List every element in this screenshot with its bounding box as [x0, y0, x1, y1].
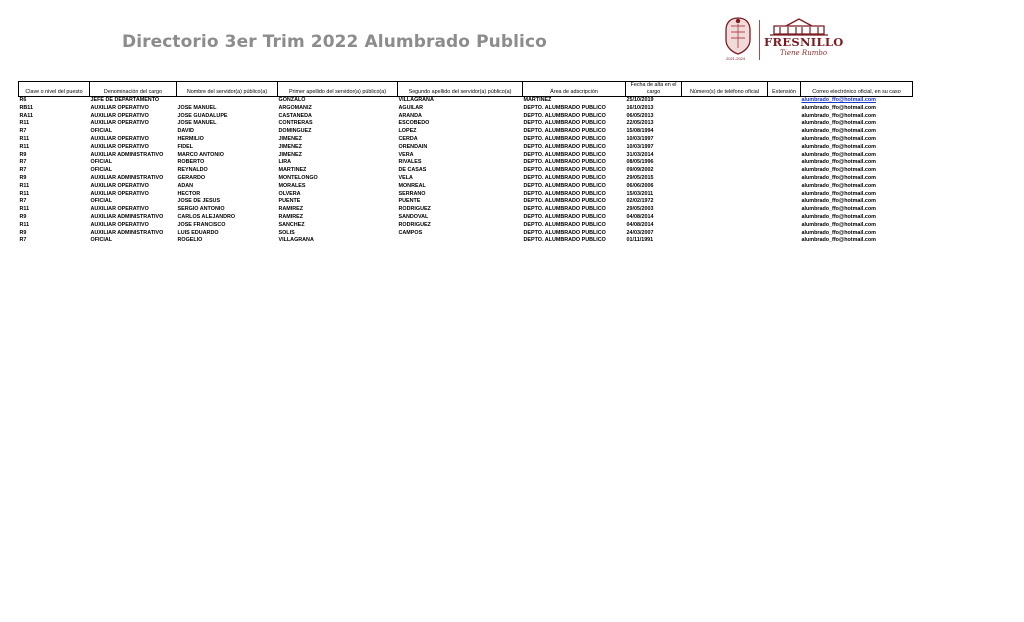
cell-area: DEPTO. ALUMBRADO PUBLICO: [523, 229, 606, 236]
cell-nombre: ROBERTO: [177, 159, 205, 166]
cell-extension: [768, 237, 801, 245]
col-header-segundo-apellido: Segundo apellido del servidor(a) público(a): [398, 82, 523, 97]
cell-extension: [768, 97, 801, 105]
cell-extension: [768, 144, 801, 152]
cell-fecha-alta: 29/05/2003: [626, 206, 654, 213]
table-body: [19, 97, 913, 246]
cell-clave: R7: [19, 167, 27, 174]
cell-clave: R11: [19, 206, 30, 213]
cell-telefono: [682, 222, 768, 230]
cell-segundo-apellido: VILLAGRANA: [398, 97, 434, 103]
cell-nombre: REYNALDO: [177, 167, 208, 174]
cell-nombre: HÉCTOR: [177, 190, 201, 197]
cell-clave: R7: [19, 198, 27, 205]
cell-telefono: [682, 144, 768, 152]
cell-primer-apellido: GONZALO: [278, 97, 306, 103]
table-row: [19, 144, 913, 152]
cell-nombre: CARLOS ALEJANDRO: [177, 213, 236, 220]
cell-nombre: [177, 97, 278, 105]
table-row: [19, 214, 913, 222]
cell-segundo-apellido: CAMPOS: [398, 229, 423, 236]
cell-area: DEPTO. ALUMBRADO PUBLICO: [523, 182, 606, 189]
cell-area: DEPTO. ALUMBRADO PUBLICO: [523, 135, 606, 142]
cell-cargo: AUXILIAR ADMINISTRATIVO: [90, 213, 164, 220]
cell-telefono: [682, 183, 768, 191]
cell-nombre: JOSÉ GUADALUPE: [177, 112, 228, 119]
cell-cargo: AUXILIAR OPERATIVO: [90, 104, 149, 111]
cell-area: DEPTO. ALUMBRADO PUBLICO: [523, 159, 606, 166]
cell-extension: [768, 128, 801, 136]
cell-area: DEPTO. ALUMBRADO PUBLICO: [523, 143, 606, 150]
cell-extension: [768, 183, 801, 191]
cell-telefono: [682, 191, 768, 199]
cell-primer-apellido: OLVERA: [278, 190, 301, 197]
cell-clave: R9: [19, 213, 27, 220]
cell-clave: R11: [19, 221, 30, 228]
cell-cargo: OFICIAL: [90, 237, 113, 244]
cell-cargo: OFICIAL: [90, 198, 113, 205]
cell-telefono: [682, 237, 768, 245]
cell-segundo-apellido: RODRÍGUEZ: [398, 221, 431, 228]
cell-area: DEPTO. ALUMBRADO PUBLICO: [523, 213, 606, 220]
cell-primer-apellido: JIMÉNEZ: [278, 151, 302, 158]
cell-nombre: MARCO ANTONIO: [177, 151, 224, 158]
table-row: [19, 105, 913, 113]
cell-fecha-alta: 06/06/2006: [626, 182, 654, 189]
cell-primer-apellido: PUENTE: [278, 198, 301, 205]
cell-extension: [768, 191, 801, 199]
cell-fecha-alta: 08/05/1996: [626, 159, 654, 166]
table-row: [19, 97, 913, 105]
table-row: [19, 222, 913, 230]
cell-telefono: [682, 97, 768, 105]
table-header-row: [19, 82, 913, 97]
col-header-primer-apellido: Primer apellido del servidor(a) público(a): [278, 82, 398, 97]
cell-clave: R11: [19, 135, 30, 142]
col-header-telefono: Número(s) de teléfono oficial: [682, 82, 768, 97]
cell-correo[interactable]: alumbrado_ffo@hotmail.com: [801, 97, 876, 103]
cell-correo: alumbrado_ffo@hotmail.com: [801, 143, 876, 150]
cell-segundo-apellido: LÓPEZ: [398, 128, 417, 135]
cell-nombre: JOSÉ MANUEL: [177, 104, 217, 111]
cell-area: DEPTO. ALUMBRADO PUBLICO: [523, 151, 606, 158]
cell-fecha-alta: 10/03/1997: [626, 135, 654, 142]
cell-extension: [768, 136, 801, 144]
cell-segundo-apellido: ORENDAIN: [398, 143, 428, 150]
table-row: [19, 175, 913, 183]
cell-correo: alumbrado_ffo@hotmail.com: [801, 135, 876, 142]
page-title: Directorio 3er Trim 2022 Alumbrado Publico: [122, 32, 547, 52]
cell-clave: R9: [19, 174, 27, 181]
cell-nombre: FIDEL: [177, 143, 194, 150]
cell-primer-apellido: JIMÉNEZ: [278, 143, 302, 150]
building-icon: [768, 16, 830, 36]
cell-fecha-alta: 16/10/2013: [626, 104, 654, 111]
cell-segundo-apellido: MONREAL: [398, 182, 426, 189]
cell-area: DEPTO. ALUMBRADO PUBLICO: [523, 112, 606, 119]
cell-correo: alumbrado_ffo@hotmail.com: [801, 237, 876, 244]
fresnillo-logo: [722, 16, 842, 66]
cell-correo: alumbrado_ffo@hotmail.com: [801, 151, 876, 158]
cell-area: DEPTO. ALUMBRADO PUBLICO: [523, 221, 606, 228]
cell-telefono: [682, 136, 768, 144]
cell-fecha-alta: 29/05/2015: [626, 174, 654, 181]
cell-fecha-alta: 15/03/2011: [626, 190, 654, 197]
cell-primer-apellido: RAMÍREZ: [278, 213, 304, 220]
cell-primer-apellido: MONTELONGO: [278, 174, 318, 181]
cell-area: DEPTO. ALUMBRADO PUBLICO: [523, 167, 606, 174]
cell-cargo: OFICIAL: [90, 128, 113, 135]
cell-fecha-alta: 25/10/2019: [626, 97, 654, 103]
cell-segundo-apellido: VELA: [398, 174, 413, 181]
cell-extension: [768, 175, 801, 183]
cell-telefono: [682, 214, 768, 222]
cell-fecha-alta: 22/05/2013: [626, 120, 654, 127]
cell-clave: R11: [19, 190, 30, 197]
cell-telefono: [682, 159, 768, 167]
cell-nombre: JOSÉ DE JESÚS: [177, 198, 221, 205]
cell-correo: alumbrado_ffo@hotmail.com: [801, 120, 876, 127]
cell-telefono: [682, 128, 768, 136]
cell-fecha-alta: 10/03/1997: [626, 143, 654, 150]
cell-area: DEPTO. ALUMBRADO PUBLICO: [523, 128, 606, 135]
cell-fecha-alta: 09/09/2002: [626, 167, 654, 174]
cell-extension: [768, 206, 801, 214]
cell-cargo: AUXILIAR OPERATIVO: [90, 120, 149, 127]
cell-segundo-apellido: RIVALES: [398, 159, 422, 166]
cell-primer-apellido: SÁNCHEZ: [278, 221, 305, 228]
cell-telefono: [682, 175, 768, 183]
cell-cargo: AUXILIAR ADMINISTRATIVO: [90, 174, 164, 181]
cell-clave: R7: [19, 159, 27, 166]
cell-fecha-alta: 24/03/2007: [626, 229, 654, 236]
cell-area: DEPTO. ALUMBRADO PUBLICO: [523, 206, 606, 213]
cell-clave: RA11: [19, 112, 33, 119]
col-header-extension: Extensión: [768, 82, 801, 97]
cell-extension: [768, 198, 801, 206]
cell-correo: alumbrado_ffo@hotmail.com: [801, 206, 876, 213]
col-header-area: Área de adscripción: [523, 82, 626, 97]
directory-table: [18, 81, 913, 245]
cell-cargo: OFICIAL: [90, 159, 113, 166]
cell-segundo-apellido: RODRÍGUEZ: [398, 206, 431, 213]
table-row: [19, 159, 913, 167]
cell-fecha-alta: 31/03/2014: [626, 151, 654, 158]
cell-nombre: GERARDO: [177, 174, 206, 181]
cell-correo: alumbrado_ffo@hotmail.com: [801, 198, 876, 205]
cell-correo: alumbrado_ffo@hotmail.com: [801, 174, 876, 181]
col-header-clave: Clave o nivel del puesto: [19, 82, 90, 97]
cell-segundo-apellido: [398, 237, 523, 245]
cell-clave: R9: [19, 229, 27, 236]
table-row: [19, 183, 913, 191]
cell-area: DEPTO. ALUMBRADO PUBLICO: [523, 174, 606, 181]
cell-clave: R11: [19, 182, 30, 189]
cell-extension: [768, 152, 801, 160]
cell-area: DEPTO. ALUMBRADO PUBLICO: [523, 237, 606, 244]
cell-clave: R6: [19, 97, 27, 103]
cell-correo: alumbrado_ffo@hotmail.com: [801, 112, 876, 119]
table-row: [19, 128, 913, 136]
cell-nombre: JOSÉ FRANCISCO: [177, 221, 226, 228]
cell-nombre: SERGIO ANTONIO: [177, 206, 225, 213]
cell-clave: RB11: [19, 104, 33, 111]
cell-telefono: [682, 206, 768, 214]
cell-correo: alumbrado_ffo@hotmail.com: [801, 159, 876, 166]
table-row: [19, 113, 913, 121]
logo-divider: [759, 20, 760, 60]
cell-primer-apellido: SOLÍS: [278, 229, 295, 236]
cell-nombre: HERMILIO: [177, 135, 204, 142]
cell-telefono: [682, 198, 768, 206]
cell-segundo-apellido: PUENTE: [398, 198, 421, 205]
cell-fecha-alta: 04/08/2014: [626, 213, 654, 220]
table-row: [19, 120, 913, 128]
cell-cargo: JEFE DE DEPARTAMENTO: [90, 97, 160, 103]
cell-correo: alumbrado_ffo@hotmail.com: [801, 128, 876, 135]
col-header-nombre: Nombre del servidor(a) público(a): [177, 82, 278, 97]
cell-clave: R9: [19, 151, 27, 158]
table-row: [19, 237, 913, 245]
cell-clave: R11: [19, 120, 30, 127]
cell-correo: alumbrado_ffo@hotmail.com: [801, 104, 876, 111]
cell-area: DEPTO. ALUMBRADO PUBLICO: [523, 104, 606, 111]
cell-primer-apellido: CASTAÑEDA: [278, 112, 312, 119]
cell-primer-apellido: RAMÍREZ: [278, 206, 304, 213]
cell-primer-apellido: JIMÉNEZ: [278, 135, 302, 142]
table-row: [19, 191, 913, 199]
table-row: [19, 152, 913, 160]
table-row: [19, 230, 913, 238]
cell-clave: R11: [19, 143, 30, 150]
cell-telefono: [682, 120, 768, 128]
cell-correo: alumbrado_ffo@hotmail.com: [801, 221, 876, 228]
cell-primer-apellido: ARGOMANIZ: [278, 104, 312, 111]
cell-nombre: JOSÉ MANUEL: [177, 120, 217, 127]
cell-extension: [768, 222, 801, 230]
cell-cargo: AUXILIAR OPERATIVO: [90, 221, 149, 228]
cell-fecha-alta: 06/05/2013: [626, 112, 654, 119]
cell-segundo-apellido: ESCOBEDO: [398, 120, 430, 127]
cell-segundo-apellido: CERDA: [398, 135, 418, 142]
cell-fecha-alta: 15/08/1994: [626, 128, 654, 135]
seal-years: 2021-2024: [726, 56, 746, 61]
cell-segundo-apellido: DE CASAS: [398, 167, 427, 174]
cell-telefono: [682, 167, 768, 175]
cell-primer-apellido: LIRA: [278, 159, 292, 166]
cell-telefono: [682, 230, 768, 238]
cell-extension: [768, 159, 801, 167]
cell-telefono: [682, 105, 768, 113]
cell-primer-apellido: CONTRERAS: [278, 120, 313, 127]
cell-cargo: OFICIAL: [90, 167, 113, 174]
cell-clave: R7: [19, 237, 27, 244]
cell-nombre: DAVID: [177, 128, 194, 135]
cell-correo: alumbrado_ffo@hotmail.com: [801, 182, 876, 189]
table-row: [19, 206, 913, 214]
cell-segundo-apellido: AGUILAR: [398, 104, 424, 111]
cell-segundo-apellido: SERRANO: [398, 190, 426, 197]
col-header-correo: Correo electrónico oficial, en su caso: [801, 82, 913, 97]
cell-primer-apellido: VILLAGRANA: [278, 237, 314, 244]
cell-cargo: AUXILIAR OPERATIVO: [90, 190, 149, 197]
cell-fecha-alta: 01/11/1991: [626, 237, 654, 244]
col-header-fecha-alta: Fecha de alta en el cargo: [626, 82, 682, 97]
table-row: [19, 198, 913, 206]
cell-extension: [768, 167, 801, 175]
cell-segundo-apellido: ARANDA: [398, 112, 422, 119]
cell-correo: alumbrado_ffo@hotmail.com: [801, 213, 876, 220]
cell-primer-apellido: MORALES: [278, 182, 306, 189]
cell-cargo: AUXILIAR OPERATIVO: [90, 112, 149, 119]
cell-primer-apellido: MARTÍNEZ: [278, 167, 307, 174]
cell-cargo: AUXILIAR ADMINISTRATIVO: [90, 151, 164, 158]
cell-cargo: AUXILIAR OPERATIVO: [90, 182, 149, 189]
cell-segundo-apellido: SANDOVAL: [398, 213, 429, 220]
cell-nombre: ADAN: [177, 182, 194, 189]
cell-area: DEPTO. ALUMBRADO PUBLICO: [523, 198, 606, 205]
cell-extension: [768, 113, 801, 121]
table-row: [19, 167, 913, 175]
cell-nombre: LUIS EDUARDO: [177, 229, 219, 236]
cell-fecha-alta: 02/02/1972: [626, 198, 654, 205]
cell-telefono: [682, 152, 768, 160]
cell-fecha-alta: 04/08/2014: [626, 221, 654, 228]
cell-correo: alumbrado_ffo@hotmail.com: [801, 229, 876, 236]
cell-segundo-apellido: VERA: [398, 151, 414, 158]
brand-tagline: Tiene Rumbo: [780, 49, 828, 57]
brand-name: FRESNILLO: [764, 35, 844, 49]
table-row: [19, 136, 913, 144]
cell-cargo: AUXILIAR OPERATIVO: [90, 135, 149, 142]
cell-area: MARTÍNEZ: [523, 97, 552, 103]
cell-nombre: ROGELIO: [177, 237, 203, 244]
cell-cargo: AUXILIAR OPERATIVO: [90, 143, 149, 150]
cell-extension: [768, 230, 801, 238]
cell-correo: alumbrado_ffo@hotmail.com: [801, 167, 876, 174]
cell-primer-apellido: DOMÍNGUEZ: [278, 128, 312, 135]
cell-cargo: AUXILIAR OPERATIVO: [90, 206, 149, 213]
cell-extension: [768, 105, 801, 113]
municipal-seal-icon: [722, 16, 754, 56]
cell-correo: alumbrado_ffo@hotmail.com: [801, 190, 876, 197]
col-header-cargo: Denominación del cargo: [90, 82, 177, 97]
cell-extension: [768, 120, 801, 128]
cell-area: DEPTO. ALUMBRADO PUBLICO: [523, 190, 606, 197]
cell-telefono: [682, 113, 768, 121]
cell-area: DEPTO. ALUMBRADO PUBLICO: [523, 120, 606, 127]
cell-clave: R7: [19, 128, 27, 135]
cell-cargo: AUXILIAR ADMINISTRATIVO: [90, 229, 164, 236]
cell-extension: [768, 214, 801, 222]
